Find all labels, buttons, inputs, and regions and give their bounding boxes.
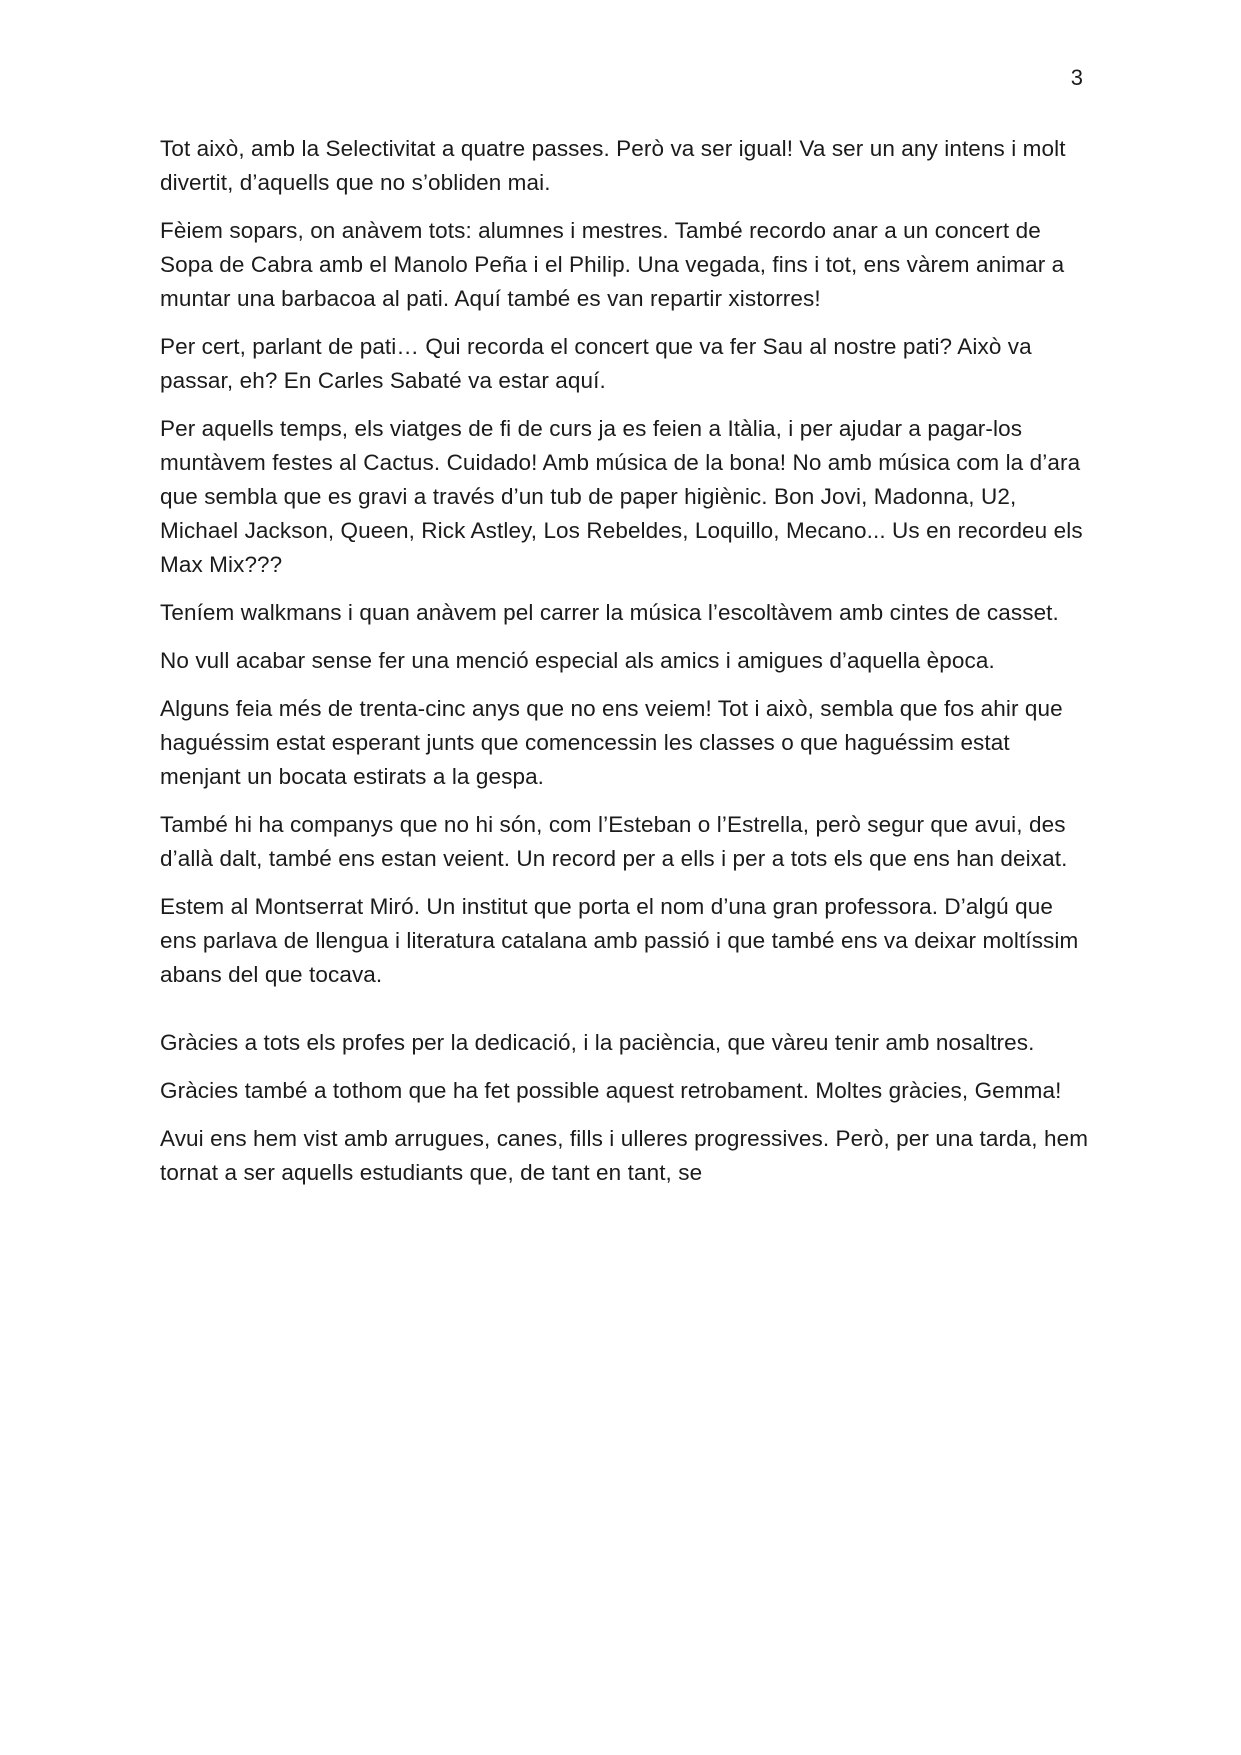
paragraph-11: Gràcies també a tothom que ha fet possible aquest retrobament. Moltes gràcies, Gemma! bbox=[160, 1078, 1062, 1103]
paragraph-7: Alguns feia més de trenta-cinc anys que no ens veiem! Tot i això, sembla que fos ahir que haguéssim estat esperant junts que comencessin les classes o que haguéssim estat menjant un bocata estirats a la gespa. bbox=[160, 696, 1063, 789]
paragraph-3: Per cert, parlant de pati… Qui recorda el concert que va fer Sau al nostre pati? Això va passar, eh? En Carles Sabaté va estar aquí. bbox=[160, 334, 1032, 393]
paragraph-4: Per aquells temps, els viatges de fi de curs ja es feien a Itàlia, i per ajudar a pagar-los muntàvem festes al Cactus. Cuidado! Amb música de la bona! No amb música com la d’ara que sembla que es gravi a través d’un tub de paper higiènic. Bon Jovi, Madonna, U2, Michael Jackson, Queen, Rick Astley, Los Rebeldes, Loquillo, Mecano... Us en recordeu els Max Mix??? bbox=[160, 416, 1083, 577]
paragraph-8: També hi ha companys que no hi són, com l’Esteban o l’Estrella, però segur que avui, des d’allà dalt, també ens estan veient. Un record per a ells i per a tots els que ens han deixat. bbox=[160, 812, 1068, 871]
document-content bbox=[160, 132, 1092, 1204]
paragraph-6: No vull acabar sense fer una menció especial als amics i amigues d’aquella època. bbox=[160, 648, 995, 673]
paragraph-10: Gràcies a tots els profes per la dedicació, i la paciència, que vàreu tenir amb nosaltres. bbox=[160, 1030, 1035, 1055]
paragraph-12: Avui ens hem vist amb arrugues, canes, fills i ulleres progressives. Però, per una tarda, hem tornat a ser aquells estudiants que, de tant en tant, se bbox=[160, 1126, 1089, 1185]
paragraph-5: Teníem walkmans i quan anàvem pel carrer la música l’escoltàvem amb cintes de casset. bbox=[160, 600, 1059, 625]
paragraph-9: Estem al Montserrat Miró. Un institut que porta el nom d’una gran professora. D’algú que ens parlava de llengua i literatura catalana amb passió i que també ens va deixar moltíssim abans del que tocava. bbox=[160, 894, 1079, 987]
paragraph-2: Fèiem sopars, on anàvem tots: alumnes i mestres. També recordo anar a un concert de Sopa de Cabra amb el Manolo Peña i el Philip. Una vegada, fins i tot, ens vàrem animar a muntar una barbacoa al pati. Aquí també es van repartir xistorres! bbox=[160, 218, 1065, 311]
paragraph-1: Tot això, amb la Selectivitat a quatre passes. Però va ser igual! Va ser un any intens i molt divertit, d’aquells que no s’obliden mai. bbox=[160, 136, 1066, 195]
page-number: 3 bbox=[1070, 65, 1083, 90]
